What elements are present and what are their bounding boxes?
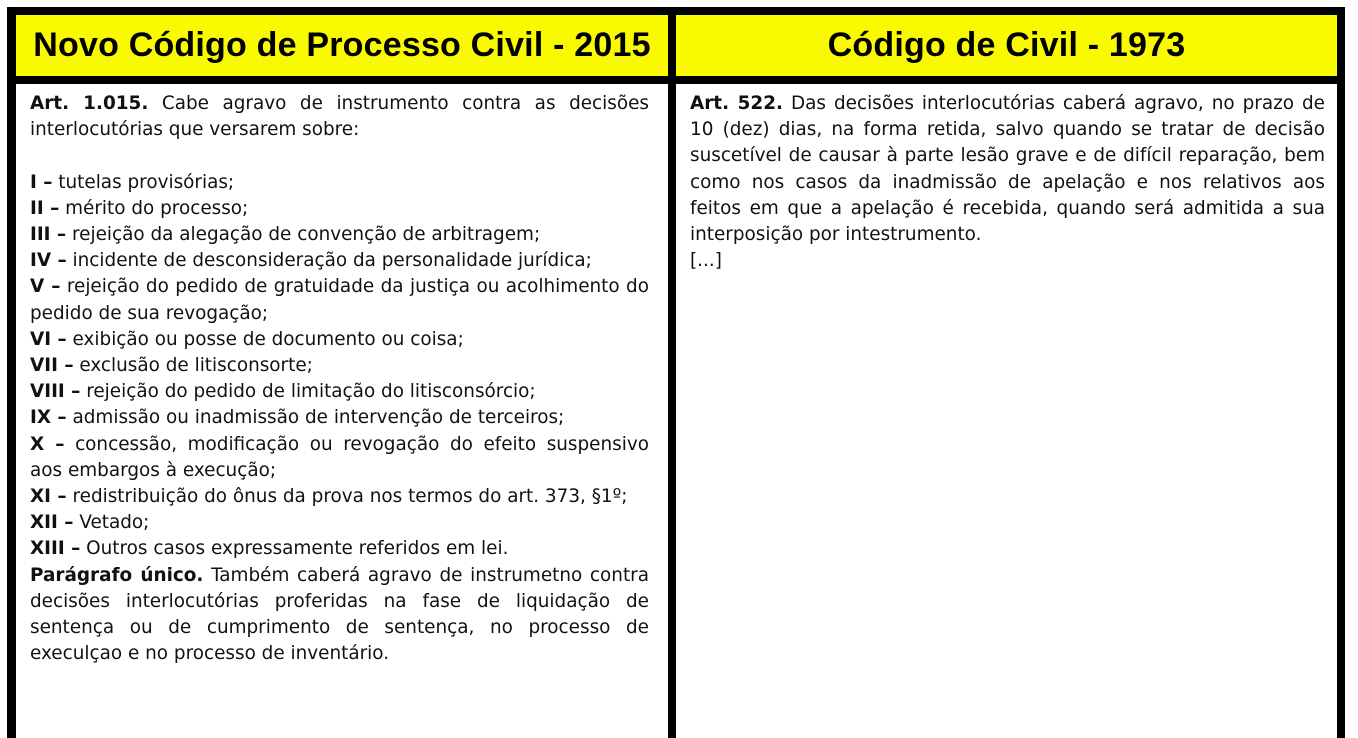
item-number: V – xyxy=(30,276,61,298)
item-number: VI – xyxy=(30,328,67,350)
item-text: redistribuição do ônus da prova nos termos do art. 373, §1º; xyxy=(66,486,628,508)
item-number: XII – xyxy=(30,512,74,534)
list-item xyxy=(30,170,649,196)
article-label: Art. 1.015. xyxy=(30,93,149,114)
ellipsis: [...] xyxy=(690,250,722,272)
paragraph-label: Parágrafo único. xyxy=(30,564,204,586)
item-number: XI – xyxy=(30,486,67,508)
article-text: Das decisões interlocutórias caberá agravo, no prazo de 10 (dez) dias, na forma retida, salvo quando se tratar de decisão suscetível de causar à parte lesão grave e de difícil reparação, bem como nos casos da inadmissão de apelação e nos relativos aos feitos em que a apelação é recebida, quando será admitida a sua interposição por intestrumento. xyxy=(690,93,1325,246)
list-item xyxy=(30,484,649,510)
item-number: XIII – xyxy=(30,538,81,560)
article-label: Art. 522. xyxy=(690,93,783,114)
paragraph-text: Também caberá agravo de instrumetno contra decisões interlocutórias proferidas na fase de liquidação de sentença ou de cumprimento de sentença, no processo de execulçao e no processo de inventário. xyxy=(30,564,649,665)
article-522 xyxy=(690,91,1325,248)
header-cpc-1973 xyxy=(676,15,1337,76)
item-text: Outros casos expressamente referidos em lei. xyxy=(80,538,509,560)
item-text: tutelas provisórias; xyxy=(52,171,235,193)
item-text: rejeição do pedido de limitação do litisconsórcio; xyxy=(80,381,536,403)
item-number: IV – xyxy=(30,250,67,272)
list-item xyxy=(30,196,649,222)
list-item xyxy=(30,536,649,562)
sole-paragraph xyxy=(30,563,649,668)
item-text: exibição ou posse de documento ou coisa; xyxy=(66,328,464,350)
ncpc-2015-text-cell xyxy=(16,84,668,738)
item-number: X – xyxy=(30,433,65,455)
item-number: VIII – xyxy=(30,381,81,403)
item-text: mérito do processo; xyxy=(59,197,249,219)
comparison-table xyxy=(7,7,1345,738)
item-number: II – xyxy=(30,197,60,219)
list-item xyxy=(30,274,649,326)
article-text: Cabe agravo de instrumento contra as decisões interlocutórias que versarem sobre: xyxy=(30,93,650,141)
list-item xyxy=(30,432,649,484)
list-item xyxy=(30,510,649,536)
item-text: concessão, modificação ou revogação do efeito suspensivo aos embargos à execução; xyxy=(30,433,649,481)
list-item xyxy=(30,248,649,274)
blank-line xyxy=(30,143,649,169)
header-ncpc-2015-text: Novo Código de Processo Civil - 2015 xyxy=(33,26,651,64)
item-text: exclusão de litisconsorte; xyxy=(73,355,313,377)
item-text: Vetado; xyxy=(73,512,150,534)
item-number: IX – xyxy=(30,407,67,429)
list-item xyxy=(30,327,649,353)
items-list xyxy=(30,170,649,563)
cpc-1973-text-cell xyxy=(676,84,1337,738)
list-item xyxy=(30,222,649,248)
list-item xyxy=(30,353,649,379)
list-item xyxy=(30,379,649,405)
item-number: I – xyxy=(30,171,53,193)
item-number: VII – xyxy=(30,355,74,377)
item-text: rejeição do pedido de gratuidade da justiça ou acolhimento do pedido de sua revogação; xyxy=(30,276,649,324)
header-ncpc-2015 xyxy=(16,15,668,76)
item-text: rejeição da alegação de convenção de arbitragem; xyxy=(66,224,541,245)
item-number: III – xyxy=(30,224,67,245)
item-text: admissão ou inadmissão de intervenção de terceiros; xyxy=(66,407,565,429)
article-1015 xyxy=(30,91,649,143)
item-text: incidente de desconsideração da personalidade jurídica; xyxy=(66,250,592,272)
header-cpc-1973-text: Código de Civil - 1973 xyxy=(827,26,1186,64)
list-item xyxy=(30,405,649,431)
